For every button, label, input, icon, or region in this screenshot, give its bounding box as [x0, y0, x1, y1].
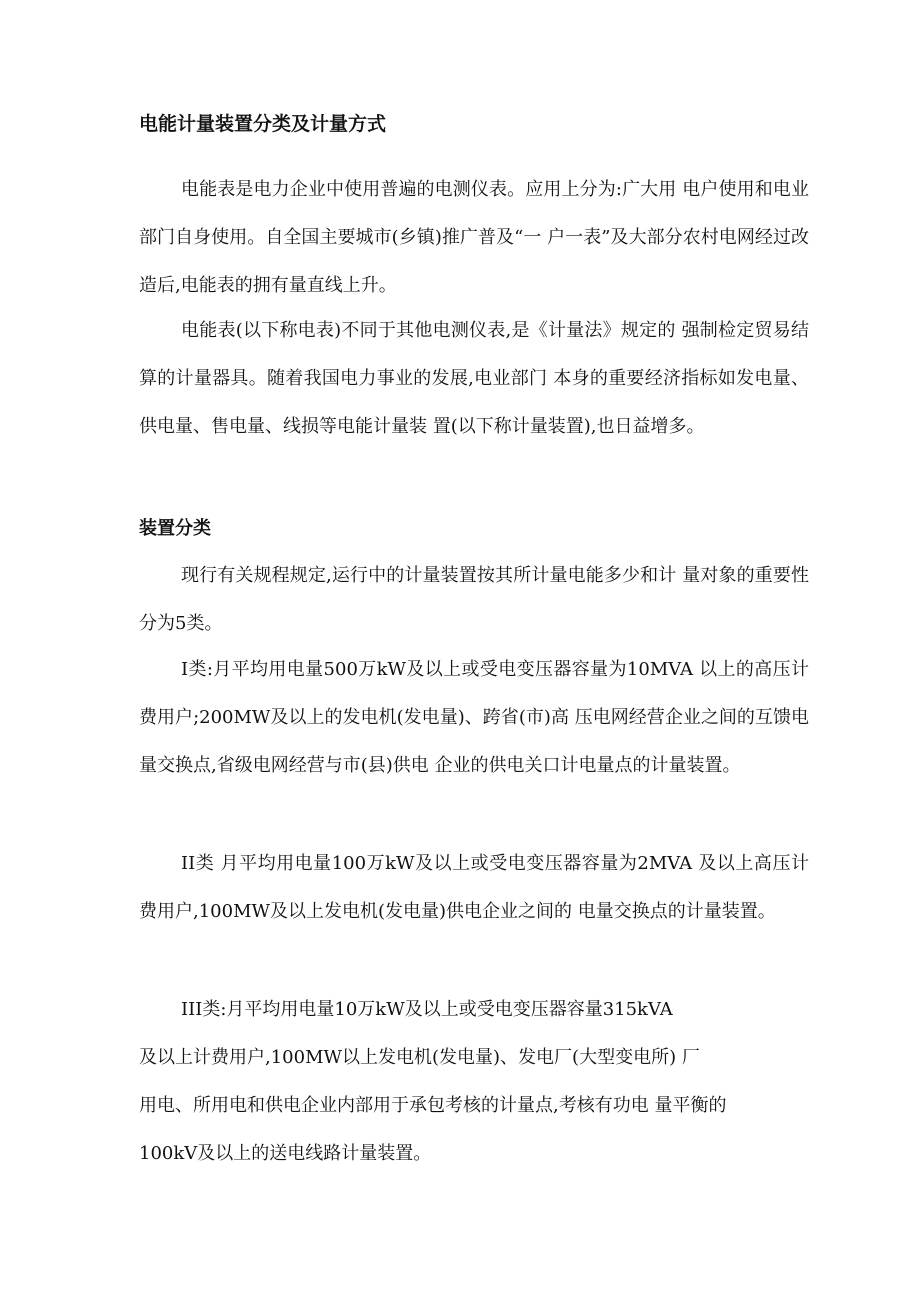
paragraph-class-3 — [139, 986, 809, 1178]
section-heading: 装置分类 — [139, 518, 211, 539]
paragraph-classification: 现行有关规程规定,运行中的计量装置按其所计量电能多少和计 量对象的重要性分为5类。 — [139, 565, 809, 634]
paragraph-class-1: I类:月平均用电量500万kW及以上或受电变压器容量为10MVA 以上的高压计费用户;200MW及以上的发电机(发电量)、跨省(市)高 压电网经营企业之间的互馈电量交换点,省级电网经营与市(县)供电 企业的供电关口计电量点的计量装置。 — [139, 659, 809, 776]
paragraph-class-3-line: 及以上计费用户,100MW以上发电机(发电量)、发电厂(大型变电所) 厂 — [139, 1047, 700, 1068]
paragraph-class-3-line: 100kV及以上的送电线路计量装置。 — [139, 1143, 432, 1164]
document-title: 电能计量装置分类及计量方式 — [139, 113, 387, 135]
paragraph-class-3-line: III类:月平均用电量10万kW及以上或受电变压器容量315kVA — [181, 999, 673, 1020]
paragraph-intro: 电能表是电力企业中使用普遍的电测仪表。应用上分为:广大用 电户使用和电业部门自身使用。自全国主要城市(乡镇)推广普及“一 户一表”及大部分农村电网经过改造后,电能表的拥有量直线上升。 — [139, 179, 809, 296]
paragraph-class-3-line: 用电、所用电和供电企业内部用于承包考核的计量点,考核有功电 量平衡的 — [139, 1095, 727, 1116]
paragraph-class-2: II类 月平均用电量100万kW及以上或受电变压器容量为2MVA 及以上高压计费用户,100MW及以上发电机(发电量)供电企业之间的 电量交换点的计量装置。 — [139, 853, 809, 922]
paragraph-meter-law: 电能表(以下称电表)不同于其他电测仪表,是《计量法》规定的 强制检定贸易结算的计量器具。随着我国电力事业的发展,电业部门 本身的重要经济指标如发电量、供电量、售电量、线损等电能计量装 置(以下称计量装置),也日益增多。 — [139, 320, 809, 437]
